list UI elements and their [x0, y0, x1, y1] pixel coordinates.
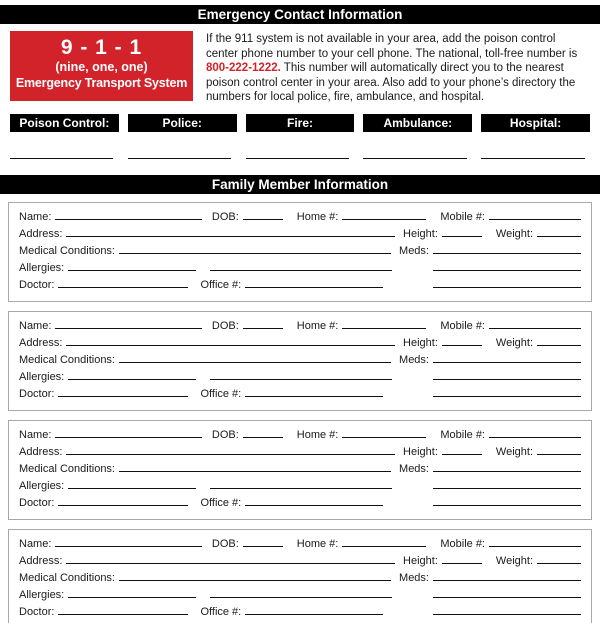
intro-text-after: This number will automatically direct you to the nearest poison control center in your area. Also add to your phone’s directory the numbers for local police, fire, ambulance, and hospital.	[206, 62, 576, 103]
name-label: Name:	[19, 537, 52, 550]
doctor-label: Doctor:	[19, 496, 55, 509]
dob-field-line[interactable]	[243, 209, 283, 220]
intro-text-before: If the 911 system is not available in your area, add the poison control center phone number to your cell phone. The national, toll-free number is	[206, 33, 578, 60]
member-row-doctor	[19, 604, 581, 621]
member-row-name	[19, 318, 581, 335]
allergies-field-line[interactable]	[68, 260, 196, 271]
allergies-label: Allergies:	[19, 261, 65, 274]
member-row-doctor	[19, 277, 581, 294]
intro-paragraph	[206, 32, 590, 105]
poison-control-phone-number: 800-222-1222.	[206, 62, 281, 74]
meds-label: Meds:	[399, 244, 429, 257]
home-phone-field-line[interactable]	[342, 209, 426, 220]
doctor-label: Doctor:	[19, 278, 55, 291]
mobile-phone-label: Mobile #:	[440, 428, 485, 441]
name-label: Name:	[19, 319, 52, 332]
office-phone-label: Office #:	[200, 278, 242, 291]
doctor-field-line[interactable]	[58, 604, 188, 615]
height-label: Height:	[403, 554, 438, 567]
contact-label-poison-control: Poison Control:	[10, 114, 119, 132]
allergies-extra-field-line[interactable]	[210, 260, 392, 271]
emergency-contact-labels-row	[10, 114, 590, 132]
allergies-label: Allergies:	[19, 588, 65, 601]
dob-field-line[interactable]	[243, 536, 283, 547]
dob-label: DOB:	[211, 210, 239, 223]
name-field-line[interactable]	[55, 427, 201, 438]
member-row-doctor	[19, 495, 581, 512]
name-label: Name:	[19, 428, 52, 441]
contact-label-police: Police:	[128, 114, 237, 132]
police-number-field-line[interactable]	[128, 158, 231, 159]
address-label: Address:	[19, 227, 63, 240]
meds-field-line[interactable]	[433, 461, 581, 472]
meds-field-line[interactable]	[433, 570, 581, 581]
911-number-text: 9 - 1 - 1	[60, 36, 143, 59]
family-member-block	[8, 311, 592, 411]
weight-label: Weight:	[495, 445, 533, 458]
meds-field-line[interactable]	[433, 243, 581, 254]
contact-line-col-police	[128, 158, 237, 159]
allergies-label: Allergies:	[19, 479, 65, 492]
top-section	[10, 31, 590, 105]
mobile-phone-field-line[interactable]	[489, 209, 581, 220]
member-row-name	[19, 427, 581, 444]
member-row-allergies	[19, 260, 581, 277]
doctor-field-line[interactable]	[58, 277, 188, 288]
member-row-medical	[19, 570, 581, 587]
weight-field-line[interactable]	[537, 335, 581, 346]
mobile-phone-label: Mobile #:	[440, 210, 485, 223]
office-phone-field-line[interactable]	[245, 386, 383, 397]
member-row-name	[19, 209, 581, 226]
weight-field-line[interactable]	[537, 444, 581, 455]
home-phone-label: Home #:	[296, 319, 339, 332]
meds-extra-field-line-2[interactable]	[433, 495, 581, 506]
medical-conditions-label: Medical Conditions:	[19, 571, 115, 584]
dob-label: DOB:	[211, 537, 239, 550]
dob-label: DOB:	[211, 319, 239, 332]
medical-conditions-field-line[interactable]	[119, 461, 391, 472]
weight-label: Weight:	[495, 336, 533, 349]
doctor-label: Doctor:	[19, 605, 55, 618]
mobile-phone-field-line[interactable]	[489, 536, 581, 547]
office-phone-label: Office #:	[200, 387, 242, 400]
medical-conditions-field-line[interactable]	[119, 352, 391, 363]
family-member-block	[8, 420, 592, 520]
dob-label: DOB:	[211, 428, 239, 441]
address-label: Address:	[19, 336, 63, 349]
office-phone-label: Office #:	[200, 496, 242, 509]
doctor-field-line[interactable]	[58, 386, 188, 397]
emergency-section-title: Emergency Contact Information	[197, 7, 403, 22]
home-phone-label: Home #:	[296, 210, 339, 223]
weight-field-line[interactable]	[537, 553, 581, 564]
meds-extra-field-line-1[interactable]	[433, 587, 581, 598]
member-row-allergies	[19, 587, 581, 604]
allergies-field-line[interactable]	[68, 369, 196, 380]
member-row-doctor	[19, 386, 581, 403]
address-field-line[interactable]	[66, 444, 395, 455]
medical-conditions-label: Medical Conditions:	[19, 353, 115, 366]
family-section-title: Family Member Information	[211, 176, 389, 192]
name-field-line[interactable]	[55, 536, 201, 547]
meds-extra-field-line-2[interactable]	[433, 277, 581, 288]
weight-field-line[interactable]	[537, 226, 581, 237]
contact-label-hospital: Hospital:	[481, 114, 590, 132]
hospital-number-field-line[interactable]	[481, 158, 584, 159]
allergies-field-line[interactable]	[68, 587, 196, 598]
member-row-allergies	[19, 478, 581, 495]
height-field-line[interactable]	[442, 226, 482, 237]
name-label: Name:	[19, 210, 52, 223]
contact-line-col-fire	[246, 158, 355, 159]
office-phone-field-line[interactable]	[245, 495, 383, 506]
contact-line-col-hospital	[481, 158, 590, 159]
dob-field-line[interactable]	[243, 318, 283, 329]
family-member-blocks	[0, 202, 600, 623]
allergies-field-line[interactable]	[68, 478, 196, 489]
family-member-block	[8, 202, 592, 302]
home-phone-field-line[interactable]	[342, 427, 426, 438]
home-phone-label: Home #:	[296, 537, 339, 550]
address-label: Address:	[19, 445, 63, 458]
allergies-extra-field-line[interactable]	[210, 587, 392, 598]
address-field-line[interactable]	[66, 335, 395, 346]
allergies-label: Allergies:	[19, 370, 65, 383]
meds-label: Meds:	[399, 353, 429, 366]
medical-conditions-label: Medical Conditions:	[19, 244, 115, 257]
contact-label-ambulance: Ambulance:	[363, 114, 472, 132]
medical-conditions-label: Medical Conditions:	[19, 462, 115, 475]
office-phone-label: Office #:	[200, 605, 242, 618]
911-subtitle-text: (nine, one, one)	[55, 60, 148, 74]
address-field-line[interactable]	[66, 553, 395, 564]
mobile-phone-label: Mobile #:	[440, 319, 485, 332]
weight-label: Weight:	[495, 227, 533, 240]
height-field-line[interactable]	[442, 444, 482, 455]
address-label: Address:	[19, 554, 63, 567]
home-phone-label: Home #:	[296, 428, 339, 441]
section-header-emergency	[0, 5, 600, 24]
meds-extra-field-line-1[interactable]	[433, 369, 581, 380]
height-label: Height:	[403, 227, 438, 240]
height-field-line[interactable]	[442, 553, 482, 564]
contact-line-col-ambulance	[363, 158, 472, 159]
meds-label: Meds:	[399, 571, 429, 584]
address-field-line[interactable]	[66, 226, 395, 237]
meds-extra-field-line-2[interactable]	[433, 604, 581, 615]
name-field-line[interactable]	[55, 318, 201, 329]
meds-extra-field-line-2[interactable]	[433, 386, 581, 397]
medical-conditions-field-line[interactable]	[119, 570, 391, 581]
weight-label: Weight:	[495, 554, 533, 567]
member-row-allergies	[19, 369, 581, 386]
allergies-extra-field-line[interactable]	[210, 369, 392, 380]
mobile-phone-label: Mobile #:	[440, 537, 485, 550]
contact-label-fire: Fire:	[246, 114, 355, 132]
member-row-medical	[19, 243, 581, 260]
member-row-address	[19, 335, 581, 352]
section-header-family	[0, 175, 600, 194]
meds-extra-field-line-1[interactable]	[433, 260, 581, 271]
meds-field-line[interactable]	[433, 352, 581, 363]
emergency-911-box	[10, 31, 193, 101]
member-row-medical	[19, 461, 581, 478]
dob-field-line[interactable]	[243, 427, 283, 438]
doctor-label: Doctor:	[19, 387, 55, 400]
mobile-phone-field-line[interactable]	[489, 427, 581, 438]
member-row-name	[19, 536, 581, 553]
meds-extra-field-line-1[interactable]	[433, 478, 581, 489]
allergies-extra-field-line[interactable]	[210, 478, 392, 489]
member-row-address	[19, 553, 581, 570]
emergency-contact-lines-row	[10, 158, 590, 159]
ambulance-number-field-line[interactable]	[363, 158, 466, 159]
fire-number-field-line[interactable]	[246, 158, 349, 159]
office-phone-field-line[interactable]	[245, 277, 383, 288]
office-phone-field-line[interactable]	[245, 604, 383, 615]
height-label: Height:	[403, 336, 438, 349]
meds-label: Meds:	[399, 462, 429, 475]
home-phone-field-line[interactable]	[342, 318, 426, 329]
doctor-field-line[interactable]	[58, 495, 188, 506]
height-label: Height:	[403, 445, 438, 458]
name-field-line[interactable]	[55, 209, 201, 220]
medical-conditions-field-line[interactable]	[119, 243, 391, 254]
contact-line-col-poison-control	[10, 158, 119, 159]
member-row-address	[19, 444, 581, 461]
member-row-medical	[19, 352, 581, 369]
poison-control-number-field-line[interactable]	[10, 158, 113, 159]
family-member-block	[8, 529, 592, 623]
member-row-address	[19, 226, 581, 243]
home-phone-field-line[interactable]	[342, 536, 426, 547]
911-caption-text: Emergency Transport System	[15, 76, 188, 90]
mobile-phone-field-line[interactable]	[489, 318, 581, 329]
height-field-line[interactable]	[442, 335, 482, 346]
